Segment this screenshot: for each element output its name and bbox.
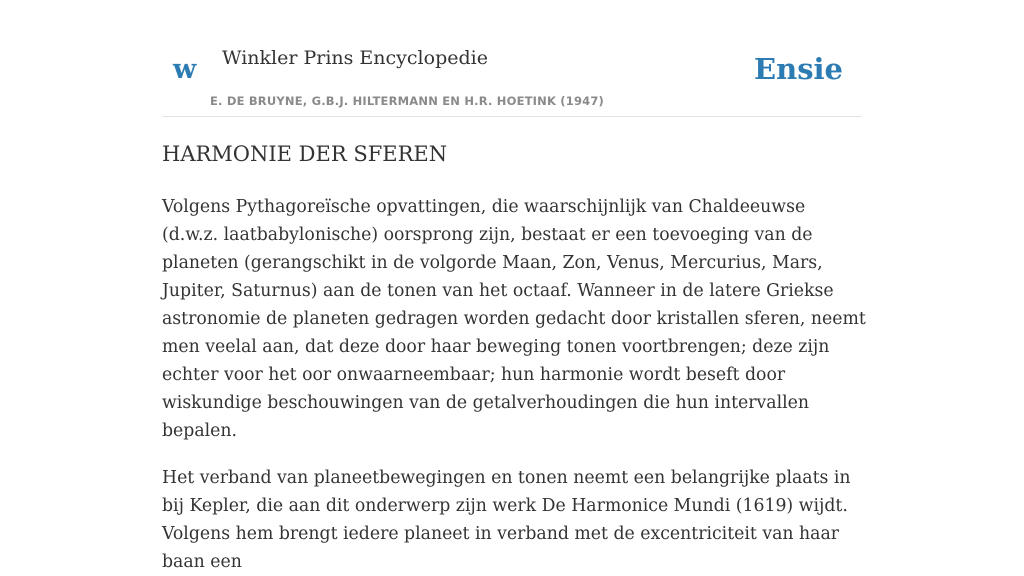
- ensie-brand-logo[interactable]: Ensie: [754, 52, 843, 86]
- article-paragraph: Het verband van planeetbewegingen en tonen neemt een belangrijke plaats in bij Kepler, die aan dit onderwerp zijn werk De Harmonice Mundi (1619) wijdt. Volgens hem brengt iedere planeet in verband met de excentriciteit van haar baan een: [162, 468, 851, 572]
- source-title-link[interactable]: Winkler Prins Encyclopedie: [222, 47, 488, 69]
- article-paragraph: Volgens Pythagoreïsche opvattingen, die waarschijnlijk van Chaldeeuwse (d.w.z. laatbabylonische) oorsprong zijn, bestaat er een toevoeging van de planeten (gerangschikt in de volgorde Maan, Zon, Venus, Mercurius, Mars, Jupiter, Saturnus) aan de tonen van het octaaf. Wanneer in de latere Griekse astronomie de planeten gedragen worden gedacht door kristallen sferen, neemt men veelal aan, dat deze door haar beweging tonen voortbrengen; deze zijn echter voor het oor onwaarneembaar; hun harmonie wordt beseft door wiskundige beschouwingen van de getalverhoudingen die hun intervallen bepalen.: [162, 197, 866, 441]
- winkler-prins-logo[interactable]: w: [173, 54, 197, 85]
- source-authors: E. DE BRUYNE, G.B.J. HILTERMANN EN H.R. HOETINK (1947): [210, 94, 605, 108]
- article-title: HARMONIE DER SFEREN: [162, 142, 448, 166]
- article: [162, 136, 866, 576]
- site-header: [162, 0, 862, 117]
